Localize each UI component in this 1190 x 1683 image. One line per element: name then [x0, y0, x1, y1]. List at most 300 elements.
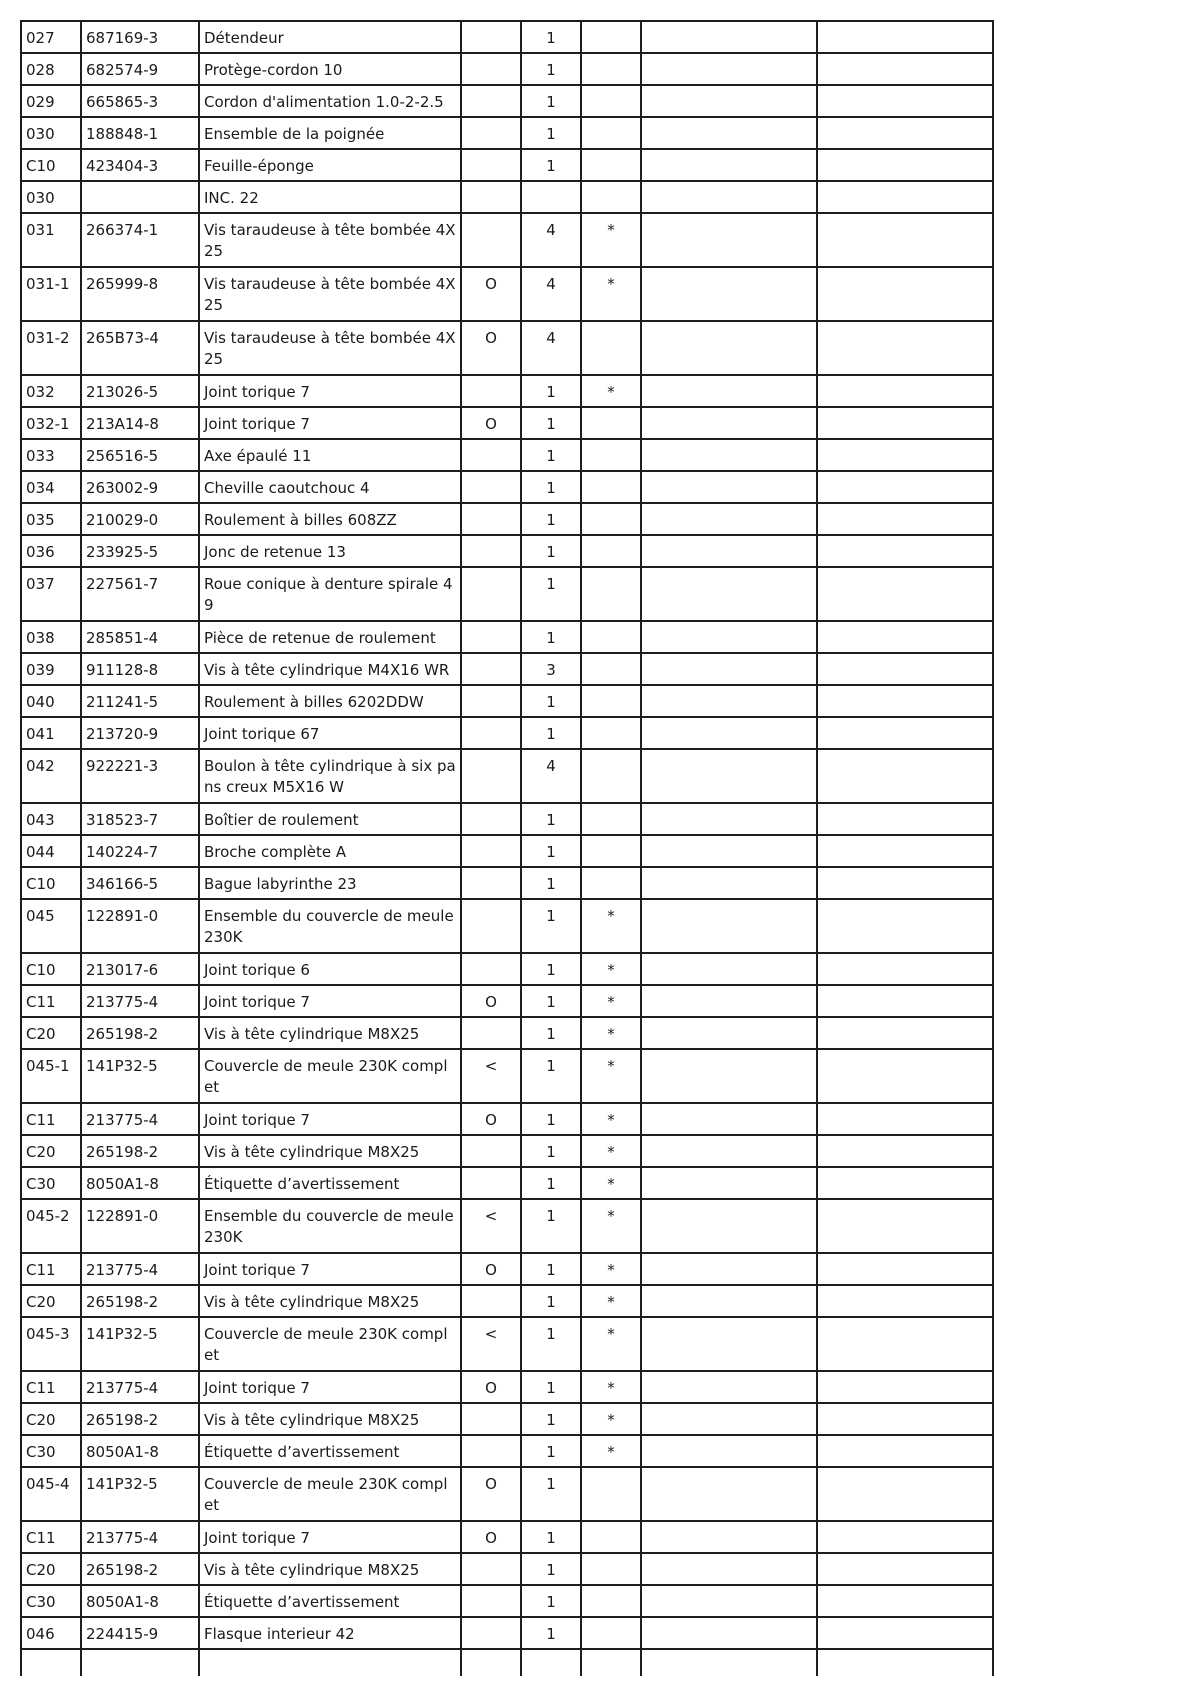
description-cell: Cheville caoutchouc 4: [199, 471, 461, 503]
note-cell: O: [461, 267, 521, 321]
description-cell: Ensemble du couvercle de meule 230K: [199, 1199, 461, 1253]
empty-cell: [641, 1649, 817, 1676]
table-row: [21, 567, 993, 621]
ref-cell: 036: [21, 535, 81, 567]
description-cell: Protège-cordon 10: [199, 53, 461, 85]
empty-cell: [641, 835, 817, 867]
table-row: [21, 1285, 993, 1317]
note-cell: [461, 1285, 521, 1317]
mark-cell: [581, 149, 641, 181]
note-cell: [461, 1167, 521, 1199]
table-row: [21, 1135, 993, 1167]
quantity-cell: [521, 181, 581, 213]
part-number-cell: 318523-7: [81, 803, 199, 835]
part-number-cell: 665865-3: [81, 85, 199, 117]
table-row: [21, 1585, 993, 1617]
table-row: [21, 1435, 993, 1467]
mark-cell: *: [581, 1199, 641, 1253]
empty-cell: [641, 1285, 817, 1317]
part-number-cell: 256516-5: [81, 439, 199, 471]
description-cell: Ensemble du couvercle de meule 230K: [199, 899, 461, 953]
description-cell: Couvercle de meule 230K compl et: [199, 1467, 461, 1521]
empty-cell: [199, 1649, 461, 1676]
part-number-cell: 213775-4: [81, 1103, 199, 1135]
part-number-cell: 8050A1-8: [81, 1167, 199, 1199]
note-cell: [461, 1403, 521, 1435]
quantity-cell: 1: [521, 1135, 581, 1167]
empty-cell: [817, 267, 993, 321]
empty-cell: [581, 1649, 641, 1676]
ref-cell: 041: [21, 717, 81, 749]
parts-table-body: [21, 21, 993, 1676]
part-number-cell: 213026-5: [81, 375, 199, 407]
ref-cell: 030: [21, 181, 81, 213]
empty-cell: [641, 85, 817, 117]
part-number-cell: 211241-5: [81, 685, 199, 717]
note-cell: [461, 867, 521, 899]
note-cell: O: [461, 985, 521, 1017]
quantity-cell: 1: [521, 1553, 581, 1585]
note-cell: O: [461, 1521, 521, 1553]
mark-cell: [581, 321, 641, 375]
empty-cell: [817, 1135, 993, 1167]
quantity-cell: 1: [521, 717, 581, 749]
mark-cell: *: [581, 1253, 641, 1285]
note-cell: O: [461, 1467, 521, 1521]
mark-cell: [581, 85, 641, 117]
ref-cell: 030: [21, 117, 81, 149]
note-cell: <: [461, 1317, 521, 1371]
description-cell: Vis taraudeuse à tête bombée 4X 25: [199, 321, 461, 375]
description-cell: Joint torique 7: [199, 1521, 461, 1553]
part-number-cell: 687169-3: [81, 21, 199, 53]
empty-cell: [817, 685, 993, 717]
ref-cell: C30: [21, 1435, 81, 1467]
table-row: [21, 53, 993, 85]
ref-cell: C20: [21, 1403, 81, 1435]
table-row: [21, 1103, 993, 1135]
table-row: [21, 471, 993, 503]
empty-cell: [641, 953, 817, 985]
ref-cell: C20: [21, 1553, 81, 1585]
table-row: [21, 1371, 993, 1403]
mark-cell: [581, 53, 641, 85]
table-row: [21, 867, 993, 899]
description-cell: Joint torique 6: [199, 953, 461, 985]
quantity-cell: 4: [521, 321, 581, 375]
ref-cell: 027: [21, 21, 81, 53]
ref-cell: C30: [21, 1167, 81, 1199]
part-number-cell: 224415-9: [81, 1617, 199, 1649]
ref-cell: 040: [21, 685, 81, 717]
part-number-cell: 141P32-5: [81, 1049, 199, 1103]
mark-cell: [581, 535, 641, 567]
table-row: [21, 181, 993, 213]
description-cell: Cordon d'alimentation 1.0-2-2.5: [199, 85, 461, 117]
quantity-cell: 1: [521, 621, 581, 653]
empty-cell: [817, 1435, 993, 1467]
table-row: [21, 717, 993, 749]
table-row: [21, 621, 993, 653]
mark-cell: *: [581, 1167, 641, 1199]
part-number-cell: 682574-9: [81, 53, 199, 85]
empty-cell: [817, 375, 993, 407]
note-cell: [461, 149, 521, 181]
quantity-cell: 1: [521, 375, 581, 407]
empty-cell: [641, 1553, 817, 1585]
note-cell: [461, 717, 521, 749]
table-row: [21, 117, 993, 149]
note-cell: [461, 567, 521, 621]
table-row: [21, 375, 993, 407]
part-number-cell: 265198-2: [81, 1403, 199, 1435]
part-number-cell: 213775-4: [81, 1253, 199, 1285]
quantity-cell: 1: [521, 953, 581, 985]
note-cell: [461, 1017, 521, 1049]
empty-cell: [641, 1585, 817, 1617]
ref-cell: 031-1: [21, 267, 81, 321]
table-row: [21, 899, 993, 953]
quantity-cell: 1: [521, 471, 581, 503]
mark-cell: [581, 503, 641, 535]
empty-cell: [817, 471, 993, 503]
empty-cell: [817, 653, 993, 685]
ref-cell: 045: [21, 899, 81, 953]
part-number-cell: 346166-5: [81, 867, 199, 899]
note-cell: [461, 653, 521, 685]
quantity-cell: 1: [521, 21, 581, 53]
mark-cell: [581, 407, 641, 439]
mark-cell: [581, 803, 641, 835]
empty-cell: [817, 749, 993, 803]
ref-cell: 045-4: [21, 1467, 81, 1521]
quantity-cell: 1: [521, 835, 581, 867]
quantity-cell: 1: [521, 899, 581, 953]
description-cell: Joint torique 7: [199, 1103, 461, 1135]
empty-cell: [817, 1467, 993, 1521]
empty-cell: [817, 1049, 993, 1103]
mark-cell: *: [581, 1103, 641, 1135]
part-number-cell: 210029-0: [81, 503, 199, 535]
description-cell: Joint torique 67: [199, 717, 461, 749]
quantity-cell: 3: [521, 653, 581, 685]
table-row: [21, 407, 993, 439]
empty-cell: [817, 407, 993, 439]
empty-cell: [641, 1167, 817, 1199]
empty-cell: [641, 1371, 817, 1403]
empty-cell: [817, 1167, 993, 1199]
part-number-cell: 141P32-5: [81, 1317, 199, 1371]
description-cell: Bague labyrinthe 23: [199, 867, 461, 899]
mark-cell: [581, 21, 641, 53]
part-number-cell: 213775-4: [81, 1521, 199, 1553]
description-cell: Joint torique 7: [199, 407, 461, 439]
table-row: [21, 1403, 993, 1435]
empty-cell: [21, 1649, 81, 1676]
note-cell: [461, 835, 521, 867]
quantity-cell: 1: [521, 1435, 581, 1467]
mark-cell: *: [581, 1403, 641, 1435]
part-number-cell: 922221-3: [81, 749, 199, 803]
ref-cell: C11: [21, 1371, 81, 1403]
ref-cell: C30: [21, 1585, 81, 1617]
empty-cell: [817, 535, 993, 567]
description-cell: Vis à tête cylindrique M8X25: [199, 1285, 461, 1317]
part-number-cell: 265198-2: [81, 1017, 199, 1049]
part-number-cell: 423404-3: [81, 149, 199, 181]
ref-cell: 043: [21, 803, 81, 835]
empty-cell: [641, 1199, 817, 1253]
empty-cell: [641, 567, 817, 621]
mark-cell: [581, 867, 641, 899]
mark-cell: *: [581, 1317, 641, 1371]
note-cell: <: [461, 1199, 521, 1253]
part-number-cell: 188848-1: [81, 117, 199, 149]
empty-cell: [817, 117, 993, 149]
ref-cell: C11: [21, 1521, 81, 1553]
empty-cell: [641, 1103, 817, 1135]
part-number-cell: 265198-2: [81, 1285, 199, 1317]
empty-cell: [641, 149, 817, 181]
ref-cell: C10: [21, 953, 81, 985]
description-cell: Joint torique 7: [199, 1371, 461, 1403]
note-cell: [461, 21, 521, 53]
mark-cell: *: [581, 1371, 641, 1403]
part-number-cell: 213775-4: [81, 1371, 199, 1403]
description-cell: Vis taraudeuse à tête bombée 4X 25: [199, 213, 461, 267]
quantity-cell: 1: [521, 1521, 581, 1553]
ref-cell: 045-3: [21, 1317, 81, 1371]
empty-cell: [817, 621, 993, 653]
empty-cell: [817, 985, 993, 1017]
empty-cell: [641, 503, 817, 535]
empty-cell: [641, 899, 817, 953]
table-row: [21, 85, 993, 117]
empty-cell: [817, 1285, 993, 1317]
empty-cell: [817, 803, 993, 835]
empty-cell: [817, 213, 993, 267]
quantity-cell: 1: [521, 1253, 581, 1285]
empty-cell: [817, 835, 993, 867]
mark-cell: *: [581, 375, 641, 407]
empty-cell: [817, 1553, 993, 1585]
ref-cell: 031-2: [21, 321, 81, 375]
table-row: [21, 1167, 993, 1199]
empty-cell: [641, 867, 817, 899]
quantity-cell: 1: [521, 407, 581, 439]
quantity-cell: 1: [521, 685, 581, 717]
part-number-cell: [81, 181, 199, 213]
mark-cell: [581, 471, 641, 503]
mark-cell: *: [581, 1017, 641, 1049]
empty-cell: [817, 85, 993, 117]
description-cell: Vis taraudeuse à tête bombée 4X 25: [199, 267, 461, 321]
mark-cell: [581, 567, 641, 621]
quantity-cell: 1: [521, 1103, 581, 1135]
empty-cell: [817, 21, 993, 53]
note-cell: [461, 1435, 521, 1467]
part-number-cell: 265198-2: [81, 1135, 199, 1167]
ref-cell: 045-1: [21, 1049, 81, 1103]
quantity-cell: 1: [521, 117, 581, 149]
ref-cell: C11: [21, 985, 81, 1017]
description-cell: Vis à tête cylindrique M8X25: [199, 1135, 461, 1167]
table-row: [21, 1049, 993, 1103]
part-number-cell: 265999-8: [81, 267, 199, 321]
empty-cell: [817, 567, 993, 621]
part-number-cell: 140224-7: [81, 835, 199, 867]
quantity-cell: 1: [521, 1317, 581, 1371]
description-cell: Boulon à tête cylindrique à six pa ns creux M5X16 W: [199, 749, 461, 803]
part-number-cell: 233925-5: [81, 535, 199, 567]
note-cell: [461, 439, 521, 471]
quantity-cell: 1: [521, 803, 581, 835]
empty-cell: [641, 375, 817, 407]
table-row: [21, 985, 993, 1017]
empty-cell: [817, 1017, 993, 1049]
quantity-cell: 1: [521, 867, 581, 899]
empty-cell: [641, 1017, 817, 1049]
quantity-cell: 4: [521, 213, 581, 267]
note-cell: <: [461, 1049, 521, 1103]
quantity-cell: 1: [521, 1285, 581, 1317]
empty-cell: [817, 1199, 993, 1253]
table-row: [21, 1617, 993, 1649]
empty-cell: [641, 439, 817, 471]
table-row: [21, 1317, 993, 1371]
quantity-cell: 1: [521, 535, 581, 567]
mark-cell: [581, 621, 641, 653]
empty-cell: [817, 953, 993, 985]
part-number-cell: 213775-4: [81, 985, 199, 1017]
empty-cell: [641, 181, 817, 213]
empty-cell: [641, 1049, 817, 1103]
part-number-cell: 8050A1-8: [81, 1435, 199, 1467]
part-number-cell: 911128-8: [81, 653, 199, 685]
quantity-cell: 1: [521, 1049, 581, 1103]
empty-cell: [817, 1521, 993, 1553]
mark-cell: [581, 1467, 641, 1521]
part-number-cell: 263002-9: [81, 471, 199, 503]
empty-cell: [817, 867, 993, 899]
mark-cell: [581, 1617, 641, 1649]
table-row: [21, 149, 993, 181]
note-cell: [461, 1553, 521, 1585]
quantity-cell: 1: [521, 567, 581, 621]
mark-cell: [581, 685, 641, 717]
empty-cell: [641, 1253, 817, 1285]
note-cell: [461, 375, 521, 407]
empty-cell: [817, 181, 993, 213]
part-number-cell: 266374-1: [81, 213, 199, 267]
description-cell: INC. 22: [199, 181, 461, 213]
empty-cell: [641, 213, 817, 267]
empty-cell: [817, 1585, 993, 1617]
ref-cell: C20: [21, 1017, 81, 1049]
empty-cell: [641, 267, 817, 321]
quantity-cell: 1: [521, 1585, 581, 1617]
empty-cell: [817, 439, 993, 471]
description-cell: Flasque interieur 42: [199, 1617, 461, 1649]
part-number-cell: 213017-6: [81, 953, 199, 985]
empty-cell: [641, 1317, 817, 1371]
mark-cell: *: [581, 1285, 641, 1317]
part-number-cell: 8050A1-8: [81, 1585, 199, 1617]
description-cell: Vis à tête cylindrique M4X16 WR: [199, 653, 461, 685]
quantity-cell: 1: [521, 85, 581, 117]
empty-cell: [817, 1403, 993, 1435]
quantity-cell: 1: [521, 985, 581, 1017]
ref-cell: 029: [21, 85, 81, 117]
note-cell: [461, 503, 521, 535]
mark-cell: *: [581, 985, 641, 1017]
mark-cell: *: [581, 1435, 641, 1467]
empty-cell: [817, 321, 993, 375]
table-row: [21, 1553, 993, 1585]
mark-cell: [581, 1521, 641, 1553]
empty-cell: [641, 21, 817, 53]
ref-cell: 028: [21, 53, 81, 85]
mark-cell: *: [581, 1135, 641, 1167]
ref-cell: C10: [21, 867, 81, 899]
part-number-cell: 122891-0: [81, 1199, 199, 1253]
description-cell: Joint torique 7: [199, 375, 461, 407]
description-cell: Vis à tête cylindrique M8X25: [199, 1017, 461, 1049]
description-cell: Ensemble de la poignée: [199, 117, 461, 149]
description-cell: Joint torique 7: [199, 985, 461, 1017]
part-number-cell: 122891-0: [81, 899, 199, 953]
quantity-cell: 4: [521, 749, 581, 803]
quantity-cell: 1: [521, 1403, 581, 1435]
empty-cell: [817, 1617, 993, 1649]
table-row: [21, 953, 993, 985]
note-cell: [461, 213, 521, 267]
ref-cell: 033: [21, 439, 81, 471]
part-number-cell: 265198-2: [81, 1553, 199, 1585]
empty-cell: [641, 685, 817, 717]
empty-cell: [817, 1649, 993, 1676]
ref-cell: C11: [21, 1253, 81, 1285]
table-row: [21, 21, 993, 53]
empty-cell: [641, 407, 817, 439]
note-cell: [461, 953, 521, 985]
mark-cell: [581, 653, 641, 685]
quantity-cell: 1: [521, 1017, 581, 1049]
ref-cell: 038: [21, 621, 81, 653]
part-number-cell: 265B73-4: [81, 321, 199, 375]
parts-table: [20, 20, 994, 1676]
table-row: [21, 803, 993, 835]
empty-cell: [641, 117, 817, 149]
quantity-cell: 1: [521, 53, 581, 85]
empty-cell: [521, 1649, 581, 1676]
note-cell: [461, 53, 521, 85]
table-row: [21, 685, 993, 717]
note-cell: [461, 85, 521, 117]
mark-cell: [581, 181, 641, 213]
description-cell: Boîtier de roulement: [199, 803, 461, 835]
mark-cell: *: [581, 267, 641, 321]
description-cell: Joint torique 7: [199, 1253, 461, 1285]
description-cell: Étiquette d’avertissement: [199, 1435, 461, 1467]
table-row: [21, 1017, 993, 1049]
mark-cell: [581, 117, 641, 149]
empty-cell: [641, 749, 817, 803]
empty-cell: [641, 1435, 817, 1467]
description-cell: Vis à tête cylindrique M8X25: [199, 1403, 461, 1435]
mark-cell: [581, 1553, 641, 1585]
empty-cell: [641, 471, 817, 503]
